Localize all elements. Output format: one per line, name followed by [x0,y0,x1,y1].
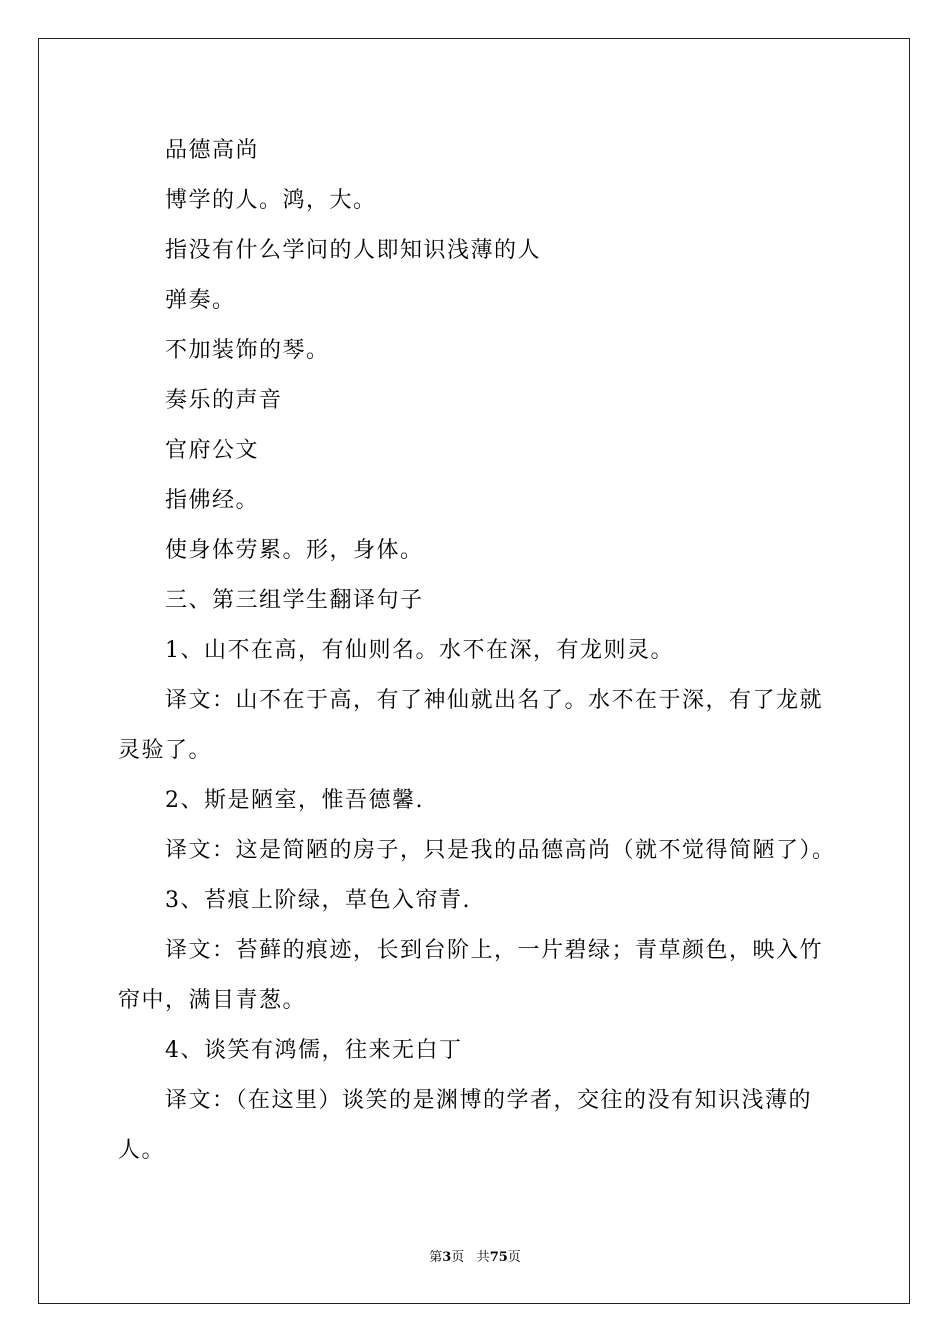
paragraph: 使身体劳累。形，身体。 [165,538,424,563]
translation: 译文：（在这里）谈笑的是渊博的学者，交往的没有知识浅薄的人。 [118,1088,813,1163]
paragraph: 品德高尚 [165,138,260,163]
sentence-item: 2、斯是陋室，惟吾德馨. [165,788,424,813]
footer-page-suffix: 页 [451,1250,465,1265]
paragraph: 博学的人。鸿，大。 [165,188,377,213]
paragraph: 不加装饰的琴。 [165,338,330,363]
translation: 译文：苔藓的痕迹，长到台阶上，一片碧绿；青草颜色，映入竹帘中，满目青葱。 [118,938,824,1013]
page-footer [0,1246,950,1265]
sentence-item: 3、苔痕上阶绿，草色入帘青. [165,888,471,913]
page-number: 3 [442,1250,452,1265]
paragraph: 弹奏。 [165,288,236,313]
paragraph: 指佛经。 [165,488,260,513]
total-pages: 75 [489,1250,508,1265]
footer-total-prefix: 共 [476,1250,490,1265]
translation: 译文：这是简陋的房子，只是我的品德高尚（就不觉得简陋了）。 [165,838,836,863]
paragraph: 官府公文 [165,438,260,463]
sentence-item: 1、山不在高，有仙则名。水不在深，有龙则灵。 [165,638,674,663]
section-heading: 三、第三组学生翻译句子 [165,588,424,613]
footer-prefix: 第 [429,1250,443,1265]
document-body [118,126,838,1176]
paragraph: 指没有什么学问的人即知识浅薄的人 [165,238,542,263]
footer-total-suffix: 页 [507,1250,521,1265]
paragraph: 奏乐的声音 [165,388,283,413]
sentence-item: 4、谈笑有鸿儒，往来无白丁 [165,1038,463,1063]
translation: 译文：山不在于高，有了神仙就出名了。水不在于深，有了龙就灵验了。 [118,688,824,763]
